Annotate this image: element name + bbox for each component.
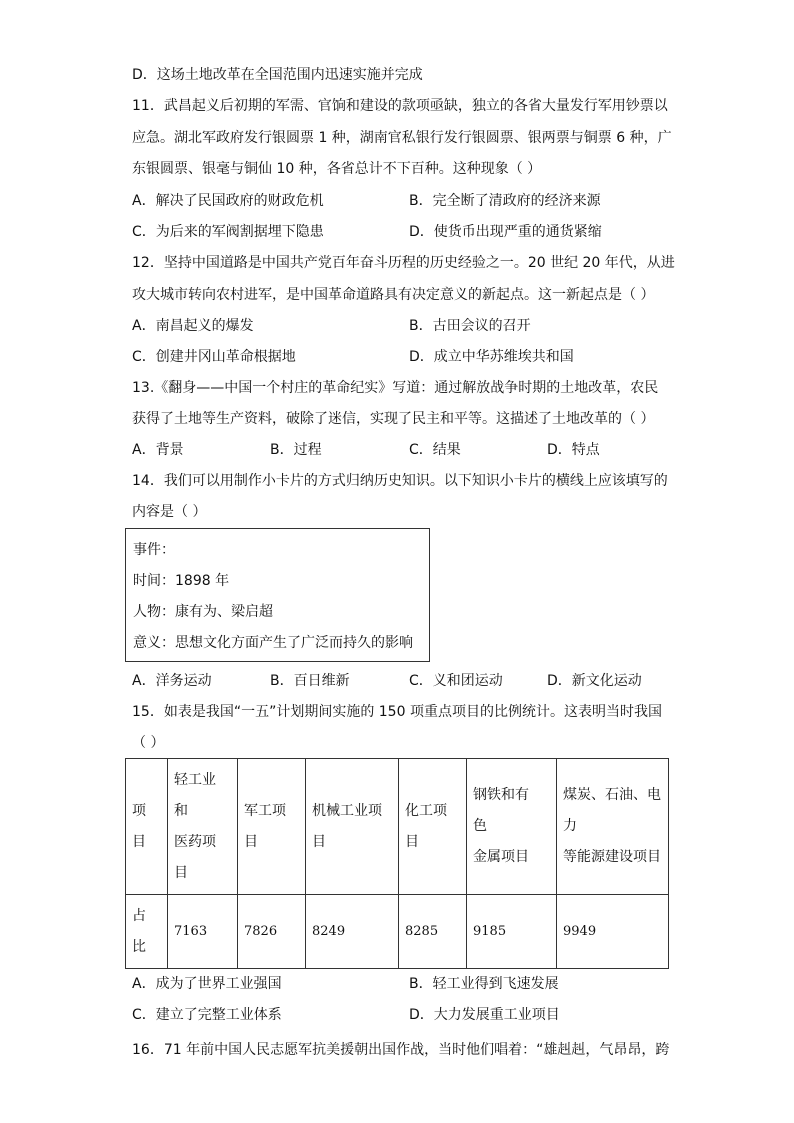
value-cell: 7163 xyxy=(168,895,238,969)
q15-option-a[interactable]: A．成为了世界工业强国 xyxy=(132,976,282,992)
q12-option-a[interactable]: A．南昌起义的爆发 xyxy=(132,318,254,334)
header-cell-machinery: 机械工业项 目 xyxy=(306,759,399,895)
value-cell: 8249 xyxy=(306,895,399,969)
q12-option-b[interactable]: B．古田会议的召开 xyxy=(409,318,531,334)
q11-stem-line-3: 东银圆票、银毫与铜仙 10 种，各省总计不下百种。这种现象（ ） xyxy=(132,161,542,177)
q11-option-a[interactable]: A．解决了民国政府的财政危机 xyxy=(132,193,324,209)
q12-stem-line-2: 攻大城市转向农村进军，是中国革命道路具有决定意义的新起点。这一新起点是（ ） xyxy=(132,287,655,303)
q13-stem-line-1: 13.《翻身——中国一个村庄的革命纪实》写道：通过解放战争时期的土地改革，农民 xyxy=(132,380,659,396)
q14-stem-line-1: 14．我们可以用制作小卡片的方式归纳历史知识。以下知识小卡片的横线上应该填写的 xyxy=(132,473,668,489)
card-significance: 意义：思想文化方面产生了广泛而持久的影响 xyxy=(133,635,413,651)
header-cell-energy: 煤炭、石油、电 力 等能源建设项目 xyxy=(557,759,669,895)
q13-option-a[interactable]: A．背景 xyxy=(132,442,184,458)
card-time: 时间：1898 年 xyxy=(133,573,230,589)
q16-stem-line-1: 16．71 年前中国人民志愿军抗美援朝出国作战，当时他们唱着：“雄赳赳，气昂昂，跨 xyxy=(132,1042,670,1058)
q11-stem-line-2: 应急。湖北军政府发行银圆票 1 种，湖南官私银行发行银圆票、银两票与铜票 6 种，广 xyxy=(132,130,672,146)
q15-option-b[interactable]: B．轻工业得到飞速发展 xyxy=(409,976,559,992)
header-cell-light-industry: 轻工业 和 医药项 目 xyxy=(168,759,238,895)
project-ratio-table xyxy=(125,758,669,969)
card-people: 人物：康有为、梁启超 xyxy=(133,604,273,620)
q11-stem-line-1: 11．武昌起义后初期的军需、官饷和建设的款项亟缺，独立的各省大量发行军用钞票以 xyxy=(132,98,668,114)
value-cell: 9949 xyxy=(557,895,669,969)
header-cell-metal: 钢铁和有 色 金属项目 xyxy=(467,759,557,895)
q13-option-b[interactable]: B．过程 xyxy=(270,442,322,458)
q15-option-d[interactable]: D．大力发展重工业项目 xyxy=(409,1007,560,1023)
q11-option-c[interactable]: C．为后来的军阀割据埋下隐患 xyxy=(132,224,324,240)
q15-option-c[interactable]: C．建立了完整工业体系 xyxy=(132,1007,282,1023)
q11-option-b[interactable]: B．完全断了清政府的经济来源 xyxy=(409,193,601,209)
header-cell-military: 军工项 目 xyxy=(238,759,306,895)
q12-stem-line-1: 12．坚持中国道路是中国共产党百年奋斗历程的历史经验之一。20 世纪 20 年代，从进 xyxy=(132,255,675,271)
q14-stem-line-2: 内容是（ ） xyxy=(132,504,207,520)
q14-option-d[interactable]: D．新文化运动 xyxy=(547,673,642,689)
q14-option-b[interactable]: B．百日维新 xyxy=(270,673,350,689)
q15-stem-line-2: （ ） xyxy=(132,735,165,751)
q12-option-c[interactable]: C．创建井冈山革命根据地 xyxy=(132,349,296,365)
q15-stem-line-1: 15．如表是我国“一五”计划期间实施的 150 项重点项目的比例统计。这表明当时我国 xyxy=(132,704,662,720)
q11-option-d[interactable]: D．使货币出现严重的通货紧缩 xyxy=(409,224,602,240)
value-cell: 7826 xyxy=(238,895,306,969)
header-cell-chemical: 化工项 目 xyxy=(399,759,467,895)
q13-option-d[interactable]: D．特点 xyxy=(547,442,600,458)
q12-option-d[interactable]: D．成立中华苏维埃共和国 xyxy=(409,349,574,365)
header-cell-item: 项 目 xyxy=(126,759,168,895)
q13-option-c[interactable]: C．结果 xyxy=(409,442,461,458)
q14-option-c[interactable]: C．义和团运动 xyxy=(409,673,503,689)
value-cell: 8285 xyxy=(399,895,467,969)
card-event: 事件： xyxy=(133,542,175,558)
value-cell: 9185 xyxy=(467,895,557,969)
q10-option-d: D．这场土地改革在全国范围内迅速实施并完成 xyxy=(132,67,423,83)
row-label-ratio: 占 比 xyxy=(126,895,168,969)
knowledge-card xyxy=(125,528,430,662)
q13-stem-line-2: 获得了土地等生产资料，破除了迷信，实现了民主和平等。这描述了土地改革的（ ） xyxy=(132,411,655,427)
q14-option-a[interactable]: A．洋务运动 xyxy=(132,673,212,689)
